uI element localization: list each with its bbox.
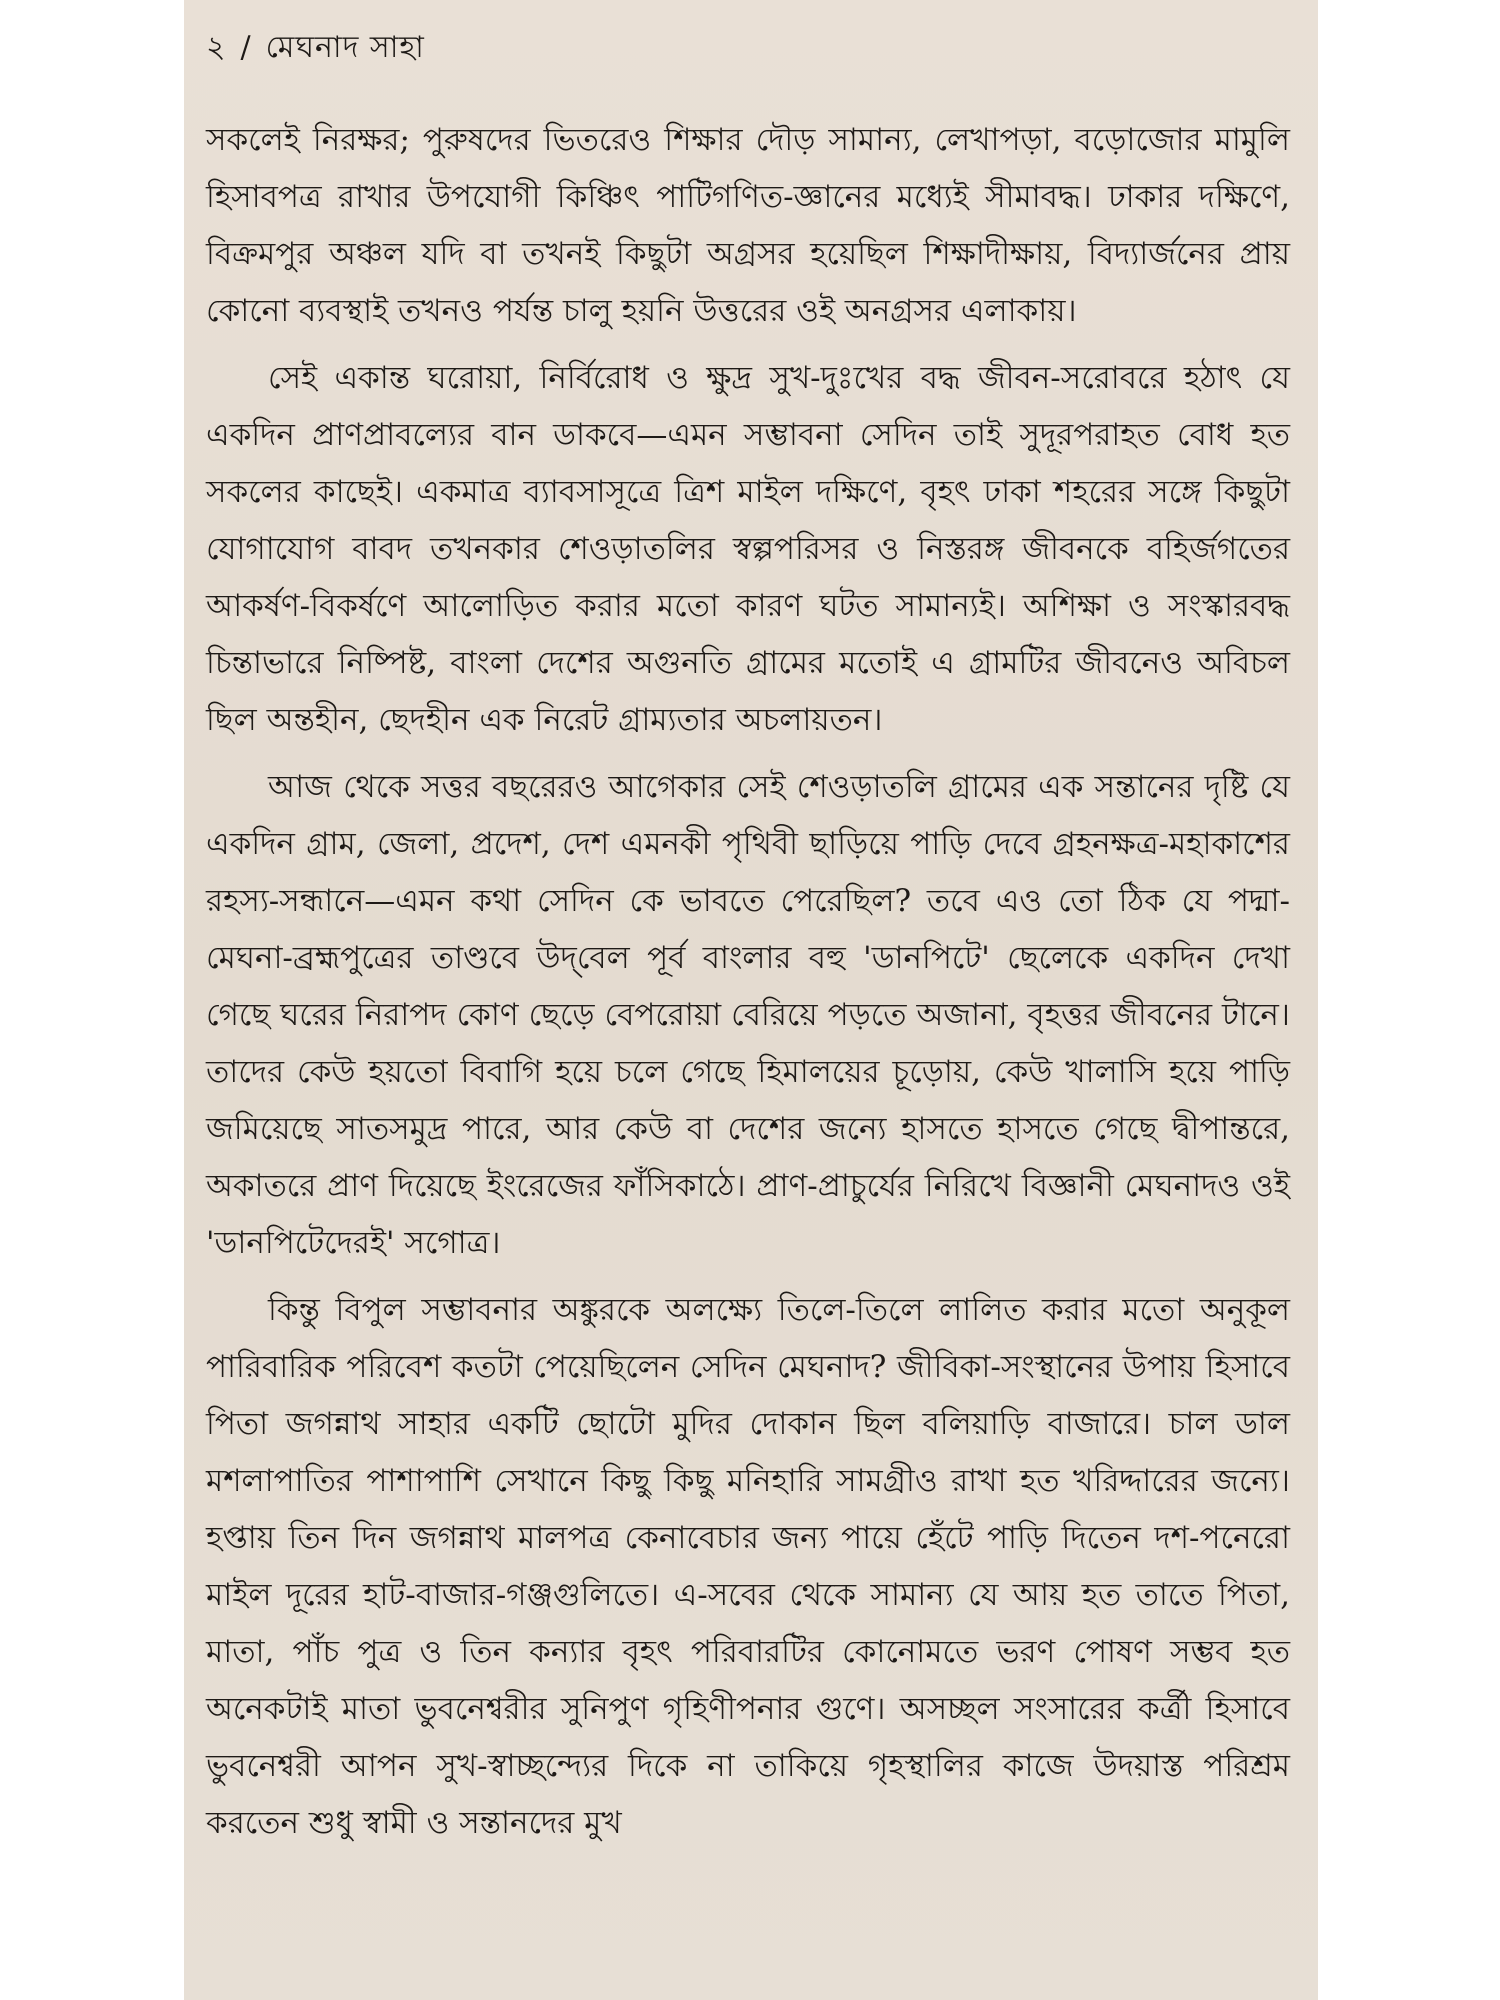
page-number: ২	[206, 30, 227, 65]
body-text	[206, 112, 1290, 1852]
book-title: মেঘনাদ সাহা	[265, 30, 425, 65]
paragraph-1: সকলেই নিরক্ষর; পুরুষদের ভিতরেও শিক্ষার দৌড় সামান্য, লেখাপড়া, বড়োজোর মামুলি হিসাবপত্র রাখার উপযোগী কিঞ্চিৎ পাটিগণিত-জ্ঞানের মধ্যেই সীমাবদ্ধ। ঢাকার দক্ষিণে, বিক্রমপুর অঞ্চল যদি বা তখনই কিছুটা অগ্রসর হয়েছিল শিক্ষাদীক্ষায়, বিদ্যার্জনের প্রায় কোনো ব্যবস্থাই তখনও পর্যন্ত চালু হয়নি উত্তরের ওই অনগ্রসর এলাকায়।	[206, 122, 1291, 329]
header-separator: /	[240, 30, 252, 65]
paragraph-2: সেই একান্ত ঘরোয়া, নির্বিরোধ ও ক্ষুদ্র সুখ-দুঃখের বদ্ধ জীবন-সরোবরে হঠাৎ যে একদিন প্রাণপ্রাবল্যের বান ডাকবে—এমন সম্ভাবনা সেদিন তাই সুদূরপরাহত বোধ হত সকলের কাছেই। একমাত্র ব্যাবসাসূত্রে ত্রিশ মাইল দক্ষিণে, বৃহৎ ঢাকা শহরের সঙ্গে কিছুটা যোগাযোগ বাবদ তখনকার শেওড়াতলির স্বল্পপরিসর ও নিস্তরঙ্গ জীবনকে বহির্জগতের আকর্ষণ-বিকর্ষণে আলোড়িত করার মতো কারণ ঘটত সামান্যই। অশিক্ষা ও সংস্কারবদ্ধ চিন্তাভারে নিষ্পিষ্ট, বাংলা দেশের অগুনতি গ্রামের মতোই এ গ্রামটির জীবনেও অবিচল ছিল অন্তহীন, ছেদহীন এক নিরেট গ্রাম্যতার অচলায়তন।	[206, 360, 1290, 738]
paragraph-3: আজ থেকে সত্তর বছরেরও আগেকার সেই শেওড়াতলি গ্রামের এক সন্তানের দৃষ্টি যে একদিন গ্রাম, জেলা, প্রদেশ, দেশ এমনকী পৃথিবী ছাড়িয়ে পাড়ি দেবে গ্রহনক্ষত্র-মহাকাশের রহস্য-সন্ধানে—এমন কথা সেদিন কে ভাবতে পেরেছিল? তবে এও তো ঠিক যে পদ্মা-মেঘনা-ব্রহ্মপুত্রের তাণ্ডবে উদ্‌বেল পূর্ব বাংলার বহু 'ডানপিটে' ছেলেকে একদিন দেখা গেছে ঘরের নিরাপদ কোণ ছেড়ে বেপরোয়া বেরিয়ে পড়তে অজানা, বৃহত্তর জীবনের টানে। তাদের কেউ হয়তো বিবাগি হয়ে চলে গেছে হিমালয়ের চূড়োয়, কেউ খালাসি হয়ে পাড়ি জমিয়েছে সাতসমুদ্র পারে, আর কেউ বা দেশের জন্যে হাসতে হাসতে গেছে দ্বীপান্তরে, অকাতরে প্রাণ দিয়েছে ইংরেজের ফাঁসিকাঠে। প্রাণ-প্রাচুর্যের নিরিখে বিজ্ঞানী মেঘনাদও ওই 'ডানপিটেদেরই' সগোত্র।	[206, 769, 1290, 1261]
paragraph-4: কিন্তু বিপুল সম্ভাবনার অঙ্কুরকে অলক্ষ্যে তিলে-তিলে লালিত করার মতো অনুকূল পারিবারিক পরিবেশ কতটা পেয়েছিলেন সেদিন মেঘনাদ? জীবিকা-সংস্থানের উপায় হিসাবে পিতা জগন্নাথ সাহার একটি ছোটো মুদির দোকান ছিল বলিয়াড়ি বাজারে। চাল ডাল মশলাপাতির পাশাপাশি সেখানে কিছু কিছু মনিহারি সামগ্রীও রাখা হত খরিদ্দারের জন্যে। হপ্তায় তিন দিন জগন্নাথ মালপত্র কেনাবেচার জন্য পায়ে হেঁটে পাড়ি দিতেন দশ-পনেরো মাইল দূরের হাট-বাজার-গঞ্জগুলিতে। এ-সবের থেকে সামান্য যে আয় হত তাতে পিতা, মাতা, পাঁচ পুত্র ও তিন কন্যার বৃহৎ পরিবারটির কোনোমতে ভরণ পোষণ সম্ভব হত অনেকটাই মাতা ভুবনেশ্বরীর সুনিপুণ গৃহিণীপনার গুণে। অসচ্ছল সংসারের কর্ত্রী হিসাবে ভুবনেশ্বরী আপন সুখ-স্বাচ্ছন্দ্যের দিকে না তাকিয়ে গৃহস্থালির কাজে উদয়াস্ত পরিশ্রম করতেন শুধু স্বামী ও সন্তানদের মুখ	[206, 1292, 1290, 1841]
running-header	[206, 26, 1290, 70]
book-page	[184, 0, 1318, 2000]
